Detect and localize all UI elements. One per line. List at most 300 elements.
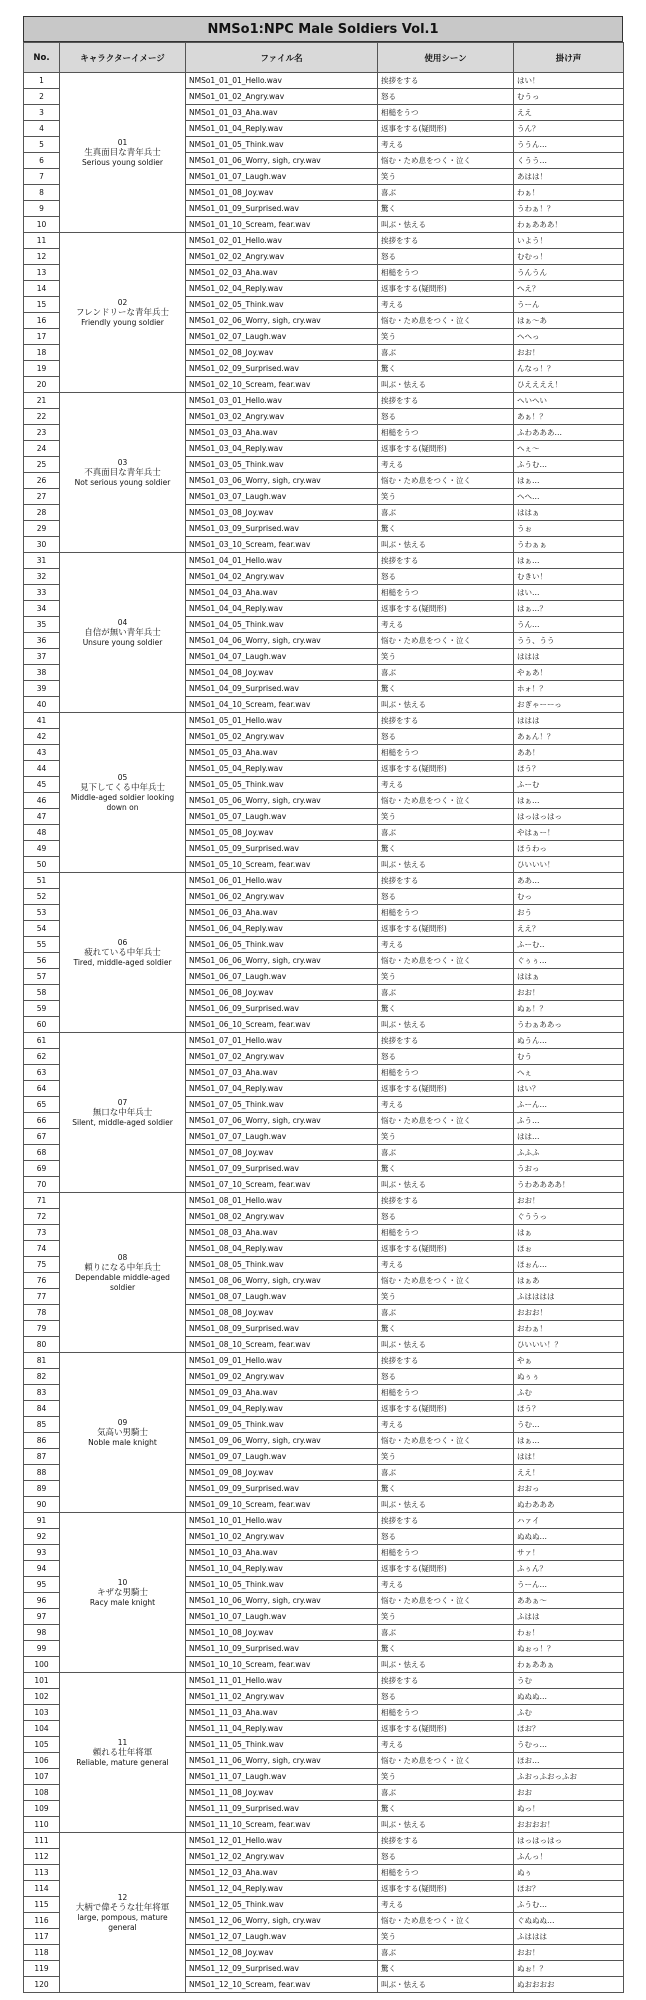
voice-table bbox=[23, 42, 624, 1993]
usage-scene: 悩む・ため息をつく・泣く bbox=[378, 1433, 514, 1449]
voice-line: ふわあああ… bbox=[514, 425, 624, 441]
voice-line: むきい！ bbox=[514, 569, 624, 585]
usage-scene: 怒る bbox=[378, 1849, 514, 1865]
file-name: NMSo1_05_10_Scream, fear.wav bbox=[186, 857, 378, 873]
usage-scene: 悩む・ため息をつく・泣く bbox=[378, 1273, 514, 1289]
usage-scene: 叫ぶ・怯える bbox=[378, 217, 514, 233]
file-name: NMSo1_05_07_Laugh.wav bbox=[186, 809, 378, 825]
usage-scene: 悩む・ため息をつく・泣く bbox=[378, 1113, 514, 1129]
row-number: 107 bbox=[24, 1769, 60, 1785]
row-number: 36 bbox=[24, 633, 60, 649]
character-name-ja: フレンドリーな青年兵士 bbox=[76, 307, 169, 318]
row-number: 24 bbox=[24, 441, 60, 457]
voice-line: ぐぅぅ… bbox=[514, 953, 624, 969]
file-name: NMSo1_10_06_Worry, sigh, cry.wav bbox=[186, 1593, 378, 1609]
file-name: NMSo1_08_10_Scream, fear.wav bbox=[186, 1337, 378, 1353]
character-id: 07 bbox=[117, 1097, 128, 1107]
character-cell bbox=[60, 1033, 186, 1193]
voice-line: あぁ！？ bbox=[514, 409, 624, 425]
voice-line: おう bbox=[514, 905, 624, 921]
file-name: NMSo1_02_08_Joy.wav bbox=[186, 345, 378, 361]
voice-line: ホォ！？ bbox=[514, 681, 624, 697]
usage-scene: 叫ぶ・怯える bbox=[378, 1657, 514, 1673]
usage-scene: 挨拶をする bbox=[378, 713, 514, 729]
file-name: NMSo1_07_09_Surprised.wav bbox=[186, 1161, 378, 1177]
row-number: 61 bbox=[24, 1033, 60, 1049]
usage-scene: 悩む・ため息をつく・泣く bbox=[378, 793, 514, 809]
row-number: 4 bbox=[24, 121, 60, 137]
usage-scene: 悩む・ため息をつく・泣く bbox=[378, 1753, 514, 1769]
voice-line: はぁ… bbox=[514, 553, 624, 569]
voice-line: ふむ bbox=[514, 1705, 624, 1721]
voice-line: わぁああぁ bbox=[514, 1657, 624, 1673]
file-name: NMSo1_11_02_Angry.wav bbox=[186, 1689, 378, 1705]
usage-scene: 驚く bbox=[378, 521, 514, 537]
table-row bbox=[24, 1353, 624, 1369]
voice-line: ははは bbox=[514, 713, 624, 729]
voice-line: おおおお！ bbox=[514, 1817, 624, 1833]
voice-line: おぎゃーーっ bbox=[514, 697, 624, 713]
row-number: 37 bbox=[24, 649, 60, 665]
usage-scene: 笑う bbox=[378, 969, 514, 985]
row-number: 54 bbox=[24, 921, 60, 937]
file-name: NMSo1_06_05_Think.wav bbox=[186, 937, 378, 953]
row-number: 99 bbox=[24, 1641, 60, 1657]
usage-scene: 喜ぶ bbox=[378, 825, 514, 841]
table-body bbox=[24, 73, 624, 1993]
row-number: 56 bbox=[24, 953, 60, 969]
file-name: NMSo1_04_03_Aha.wav bbox=[186, 585, 378, 601]
voice-line: おお！ bbox=[514, 1193, 624, 1209]
character-name-ja: 大柄で偉そうな壮年将軍 bbox=[75, 1902, 170, 1913]
character-id: 01 bbox=[117, 137, 128, 147]
file-name: NMSo1_09_02_Angry.wav bbox=[186, 1369, 378, 1385]
row-number: 108 bbox=[24, 1785, 60, 1801]
character-id: 04 bbox=[117, 617, 128, 627]
row-number: 42 bbox=[24, 729, 60, 745]
voice-line: ひええええ！ bbox=[514, 377, 624, 393]
table-row bbox=[24, 553, 624, 569]
usage-scene: 驚く bbox=[378, 1961, 514, 1977]
file-name: NMSo1_03_03_Aha.wav bbox=[186, 425, 378, 441]
row-number: 105 bbox=[24, 1737, 60, 1753]
row-number: 9 bbox=[24, 201, 60, 217]
file-name: NMSo1_05_08_Joy.wav bbox=[186, 825, 378, 841]
voice-line: ハァイ bbox=[514, 1513, 624, 1529]
row-number: 2 bbox=[24, 89, 60, 105]
row-number: 38 bbox=[24, 665, 60, 681]
usage-scene: 怒る bbox=[378, 569, 514, 585]
character-name-ja: 生真面目な青年兵士 bbox=[84, 147, 161, 158]
row-number: 111 bbox=[24, 1833, 60, 1849]
usage-scene: 喜ぶ bbox=[378, 1305, 514, 1321]
usage-scene: 相槌をうつ bbox=[378, 105, 514, 121]
file-name: NMSo1_10_09_Surprised.wav bbox=[186, 1641, 378, 1657]
usage-scene: 返事をする(疑問形) bbox=[378, 121, 514, 137]
voice-line: ぬっ！ bbox=[514, 1801, 624, 1817]
file-name: NMSo1_04_02_Angry.wav bbox=[186, 569, 378, 585]
file-name: NMSo1_11_05_Think.wav bbox=[186, 1737, 378, 1753]
character-name-ja: 頼れる壮年将軍 bbox=[92, 1747, 153, 1758]
file-name: NMSo1_10_02_Angry.wav bbox=[186, 1529, 378, 1545]
row-number: 8 bbox=[24, 185, 60, 201]
usage-scene: 笑う bbox=[378, 1449, 514, 1465]
character-cell bbox=[60, 553, 186, 713]
character-name-ja: 不真面目な青年兵士 bbox=[84, 467, 161, 478]
voice-line: ええ bbox=[514, 105, 624, 121]
file-name: NMSo1_12_06_Worry, sigh, cry.wav bbox=[186, 1913, 378, 1929]
character-name-en: Reliable, mature general bbox=[76, 1757, 169, 1767]
file-name: NMSo1_06_07_Laugh.wav bbox=[186, 969, 378, 985]
character-cell bbox=[60, 1833, 186, 1993]
file-name: NMSo1_12_08_Joy.wav bbox=[186, 1945, 378, 1961]
voice-line: へへ… bbox=[514, 489, 624, 505]
row-number: 68 bbox=[24, 1145, 60, 1161]
voice-list-sheet bbox=[23, 16, 623, 1993]
row-number: 110 bbox=[24, 1817, 60, 1833]
usage-scene: 驚く bbox=[378, 201, 514, 217]
usage-scene: 驚く bbox=[378, 1161, 514, 1177]
usage-scene: 怒る bbox=[378, 1049, 514, 1065]
usage-scene: 相槌をうつ bbox=[378, 905, 514, 921]
row-number: 17 bbox=[24, 329, 60, 345]
file-name: NMSo1_04_06_Worry, sigh, cry.wav bbox=[186, 633, 378, 649]
usage-scene: 返事をする(疑問形) bbox=[378, 761, 514, 777]
character-name-ja: 見下してくる中年兵士 bbox=[79, 782, 165, 793]
usage-scene: 笑う bbox=[378, 1609, 514, 1625]
row-number: 74 bbox=[24, 1241, 60, 1257]
file-name: NMSo1_02_09_Surprised.wav bbox=[186, 361, 378, 377]
usage-scene: 喜ぶ bbox=[378, 1145, 514, 1161]
row-number: 86 bbox=[24, 1433, 60, 1449]
file-name: NMSo1_02_03_Aha.wav bbox=[186, 265, 378, 281]
file-name: NMSo1_08_05_Think.wav bbox=[186, 1257, 378, 1273]
voice-line: ほお… bbox=[514, 1753, 624, 1769]
file-name: NMSo1_08_03_Aha.wav bbox=[186, 1225, 378, 1241]
usage-scene: 返事をする(疑問形) bbox=[378, 1081, 514, 1097]
file-name: NMSo1_09_06_Worry, sigh, cry.wav bbox=[186, 1433, 378, 1449]
table-row bbox=[24, 713, 624, 729]
usage-scene: 驚く bbox=[378, 1481, 514, 1497]
row-number: 59 bbox=[24, 1001, 60, 1017]
character-id: 12 bbox=[117, 1892, 128, 1902]
file-name: NMSo1_03_07_Laugh.wav bbox=[186, 489, 378, 505]
row-number: 41 bbox=[24, 713, 60, 729]
row-number: 65 bbox=[24, 1097, 60, 1113]
file-name: NMSo1_06_02_Angry.wav bbox=[186, 889, 378, 905]
voice-line: ぬうん… bbox=[514, 1033, 624, 1049]
voice-line: おおお！ bbox=[514, 1305, 624, 1321]
voice-line: ほお？ bbox=[514, 1721, 624, 1737]
voice-line: ふうむ… bbox=[514, 1897, 624, 1913]
voice-line: ぬぁ！？ bbox=[514, 1001, 624, 1017]
usage-scene: 考える bbox=[378, 1737, 514, 1753]
voice-line: うむ bbox=[514, 1673, 624, 1689]
voice-line: はぁ… bbox=[514, 793, 624, 809]
usage-scene: 叫ぶ・怯える bbox=[378, 1177, 514, 1193]
voice-line: はぁ…？ bbox=[514, 601, 624, 617]
row-number: 19 bbox=[24, 361, 60, 377]
usage-scene: 考える bbox=[378, 1257, 514, 1273]
voice-line: ふむ bbox=[514, 1385, 624, 1401]
row-number: 58 bbox=[24, 985, 60, 1001]
voice-line: おお bbox=[514, 1785, 624, 1801]
usage-scene: 挨拶をする bbox=[378, 1353, 514, 1369]
file-name: NMSo1_06_06_Worry, sigh, cry.wav bbox=[186, 953, 378, 969]
character-cell bbox=[60, 393, 186, 553]
file-name: NMSo1_03_02_Angry.wav bbox=[186, 409, 378, 425]
row-number: 51 bbox=[24, 873, 60, 889]
voice-line: ふははは bbox=[514, 1929, 624, 1945]
usage-scene: 怒る bbox=[378, 1529, 514, 1545]
file-name: NMSo1_06_01_Hello.wav bbox=[186, 873, 378, 889]
usage-scene: 笑う bbox=[378, 1769, 514, 1785]
row-number: 101 bbox=[24, 1673, 60, 1689]
row-number: 93 bbox=[24, 1545, 60, 1561]
row-number: 118 bbox=[24, 1945, 60, 1961]
voice-line: ほう？ bbox=[514, 1401, 624, 1417]
row-number: 29 bbox=[24, 521, 60, 537]
character-cell bbox=[60, 233, 186, 393]
row-number: 113 bbox=[24, 1865, 60, 1881]
usage-scene: 笑う bbox=[378, 1929, 514, 1945]
row-number: 31 bbox=[24, 553, 60, 569]
file-name: NMSo1_07_02_Angry.wav bbox=[186, 1049, 378, 1065]
voice-line: ぬぬぬ… bbox=[514, 1689, 624, 1705]
row-number: 73 bbox=[24, 1225, 60, 1241]
usage-scene: 怒る bbox=[378, 729, 514, 745]
usage-scene: 悩む・ため息をつく・泣く bbox=[378, 1913, 514, 1929]
usage-scene: 怒る bbox=[378, 1689, 514, 1705]
voice-line: はい… bbox=[514, 585, 624, 601]
row-number: 3 bbox=[24, 105, 60, 121]
file-name: NMSo1_12_05_Think.wav bbox=[186, 1897, 378, 1913]
file-name: NMSo1_06_10_Scream, fear.wav bbox=[186, 1017, 378, 1033]
row-number: 57 bbox=[24, 969, 60, 985]
voice-line: はぁ〜あ bbox=[514, 313, 624, 329]
voice-line: サァ！ bbox=[514, 1545, 624, 1561]
voice-line: ふう… bbox=[514, 1113, 624, 1129]
header-no: No. bbox=[24, 43, 60, 73]
file-name: NMSo1_10_01_Hello.wav bbox=[186, 1513, 378, 1529]
usage-scene: 挨拶をする bbox=[378, 1513, 514, 1529]
file-name: NMSo1_07_03_Aha.wav bbox=[186, 1065, 378, 1081]
usage-scene: 相槌をうつ bbox=[378, 1385, 514, 1401]
voice-line: ああ… bbox=[514, 873, 624, 889]
row-number: 13 bbox=[24, 265, 60, 281]
row-number: 66 bbox=[24, 1113, 60, 1129]
voice-line: へぇ bbox=[514, 1065, 624, 1081]
row-number: 63 bbox=[24, 1065, 60, 1081]
file-name: NMSo1_08_06_Worry, sigh, cry.wav bbox=[186, 1273, 378, 1289]
file-name: NMSo1_07_10_Scream, fear.wav bbox=[186, 1177, 378, 1193]
voice-line: はっはっはっ bbox=[514, 809, 624, 825]
row-number: 39 bbox=[24, 681, 60, 697]
voice-line: うおっ bbox=[514, 1161, 624, 1177]
file-name: NMSo1_01_04_Reply.wav bbox=[186, 121, 378, 137]
file-name: NMSo1_03_05_Think.wav bbox=[186, 457, 378, 473]
character-id: 10 bbox=[117, 1577, 128, 1587]
row-number: 14 bbox=[24, 281, 60, 297]
usage-scene: 悩む・ため息をつく・泣く bbox=[378, 633, 514, 649]
usage-scene: 挨拶をする bbox=[378, 1033, 514, 1049]
voice-line: ほぉん… bbox=[514, 1257, 624, 1273]
voice-line: ひいいい！ bbox=[514, 857, 624, 873]
file-name: NMSo1_01_06_Worry, sigh, cry.wav bbox=[186, 153, 378, 169]
usage-scene: 返事をする(疑問形) bbox=[378, 921, 514, 937]
character-name-ja: 疲れている中年兵士 bbox=[84, 947, 161, 958]
file-name: NMSo1_08_08_Joy.wav bbox=[186, 1305, 378, 1321]
file-name: NMSo1_06_09_Surprised.wav bbox=[186, 1001, 378, 1017]
table-row bbox=[24, 1833, 624, 1849]
voice-line: はい？ bbox=[514, 1081, 624, 1097]
row-number: 46 bbox=[24, 793, 60, 809]
voice-line: ふーむ bbox=[514, 777, 624, 793]
usage-scene: 相槌をうつ bbox=[378, 585, 514, 601]
file-name: NMSo1_02_07_Laugh.wav bbox=[186, 329, 378, 345]
row-number: 64 bbox=[24, 1081, 60, 1097]
voice-line: わぁあああ！ bbox=[514, 217, 624, 233]
voice-line: おわぁ！ bbox=[514, 1321, 624, 1337]
file-name: NMSo1_11_09_Surprised.wav bbox=[186, 1801, 378, 1817]
row-number: 116 bbox=[24, 1913, 60, 1929]
voice-line: ぬぉっ！？ bbox=[514, 1641, 624, 1657]
row-number: 60 bbox=[24, 1017, 60, 1033]
voice-line: ううん… bbox=[514, 137, 624, 153]
voice-line: いよう！ bbox=[514, 233, 624, 249]
header-row bbox=[24, 43, 624, 73]
table-row bbox=[24, 873, 624, 889]
usage-scene: 喜ぶ bbox=[378, 1785, 514, 1801]
file-name: NMSo1_10_05_Think.wav bbox=[186, 1577, 378, 1593]
voice-line: はい！ bbox=[514, 73, 624, 89]
usage-scene: 喜ぶ bbox=[378, 1465, 514, 1481]
usage-scene: 挨拶をする bbox=[378, 393, 514, 409]
voice-line: むう bbox=[514, 1049, 624, 1065]
usage-scene: 相槌をうつ bbox=[378, 1705, 514, 1721]
voice-line: はっはっはっ bbox=[514, 1833, 624, 1849]
file-name: NMSo1_12_10_Scream, fear.wav bbox=[186, 1977, 378, 1993]
file-name: NMSo1_09_05_Think.wav bbox=[186, 1417, 378, 1433]
row-number: 106 bbox=[24, 1753, 60, 1769]
usage-scene: 喜ぶ bbox=[378, 1945, 514, 1961]
file-name: NMSo1_09_08_Joy.wav bbox=[186, 1465, 378, 1481]
usage-scene: 驚く bbox=[378, 681, 514, 697]
file-name: NMSo1_01_09_Surprised.wav bbox=[186, 201, 378, 217]
file-name: NMSo1_04_10_Scream, fear.wav bbox=[186, 697, 378, 713]
character-cell bbox=[60, 713, 186, 873]
header-scene: 使用シーン bbox=[378, 43, 514, 73]
voice-line: ふはははは bbox=[514, 1289, 624, 1305]
row-number: 103 bbox=[24, 1705, 60, 1721]
file-name: NMSo1_07_05_Think.wav bbox=[186, 1097, 378, 1113]
voice-line: へへっ bbox=[514, 329, 624, 345]
usage-scene: 返事をする(疑問形) bbox=[378, 1721, 514, 1737]
voice-line: はぁ… bbox=[514, 473, 624, 489]
file-name: NMSo1_06_04_Reply.wav bbox=[186, 921, 378, 937]
row-number: 91 bbox=[24, 1513, 60, 1529]
file-name: NMSo1_12_01_Hello.wav bbox=[186, 1833, 378, 1849]
file-name: NMSo1_05_04_Reply.wav bbox=[186, 761, 378, 777]
voice-line: うわああああ！ bbox=[514, 1177, 624, 1193]
file-name: NMSo1_10_03_Aha.wav bbox=[186, 1545, 378, 1561]
voice-line: ぐううっ bbox=[514, 1209, 624, 1225]
row-number: 11 bbox=[24, 233, 60, 249]
voice-line: あぁん！？ bbox=[514, 729, 624, 745]
voice-line: ふーん… bbox=[514, 1097, 624, 1113]
file-name: NMSo1_08_02_Angry.wav bbox=[186, 1209, 378, 1225]
row-number: 77 bbox=[24, 1289, 60, 1305]
usage-scene: 返事をする(疑問形) bbox=[378, 1241, 514, 1257]
table-row bbox=[24, 73, 624, 89]
usage-scene: 返事をする(疑問形) bbox=[378, 441, 514, 457]
usage-scene: 相槌をうつ bbox=[378, 1065, 514, 1081]
voice-line: ふーむ‥ bbox=[514, 937, 624, 953]
file-name: NMSo1_12_04_Reply.wav bbox=[186, 1881, 378, 1897]
row-number: 71 bbox=[24, 1193, 60, 1209]
character-name-en: Friendly young soldier bbox=[81, 317, 164, 327]
file-name: NMSo1_10_07_Laugh.wav bbox=[186, 1609, 378, 1625]
file-name: NMSo1_01_01_Hello.wav bbox=[186, 73, 378, 89]
usage-scene: 考える bbox=[378, 457, 514, 473]
row-number: 62 bbox=[24, 1049, 60, 1065]
file-name: NMSo1_09_03_Aha.wav bbox=[186, 1385, 378, 1401]
row-number: 75 bbox=[24, 1257, 60, 1273]
voice-line: うん？ bbox=[514, 121, 624, 137]
row-number: 78 bbox=[24, 1305, 60, 1321]
file-name: NMSo1_03_09_Surprised.wav bbox=[186, 521, 378, 537]
file-name: NMSo1_02_02_Angry.wav bbox=[186, 249, 378, 265]
usage-scene: 笑う bbox=[378, 649, 514, 665]
usage-scene: 考える bbox=[378, 1417, 514, 1433]
file-name: NMSo1_05_05_Think.wav bbox=[186, 777, 378, 793]
usage-scene: 相槌をうつ bbox=[378, 425, 514, 441]
character-name-en: Not serious young soldier bbox=[74, 477, 171, 487]
character-cell bbox=[60, 1193, 186, 1353]
voice-line: ぬわあああ bbox=[514, 1497, 624, 1513]
voice-line: わぉ！ bbox=[514, 1625, 624, 1641]
row-number: 30 bbox=[24, 537, 60, 553]
row-number: 20 bbox=[24, 377, 60, 393]
usage-scene: 考える bbox=[378, 617, 514, 633]
voice-line: むうっ bbox=[514, 89, 624, 105]
usage-scene: 相槌をうつ bbox=[378, 265, 514, 281]
character-id: 05 bbox=[117, 772, 128, 782]
file-name: NMSo1_08_01_Hello.wav bbox=[186, 1193, 378, 1209]
row-number: 50 bbox=[24, 857, 60, 873]
voice-line: ぬぉ！？ bbox=[514, 1961, 624, 1977]
row-number: 82 bbox=[24, 1369, 60, 1385]
row-number: 45 bbox=[24, 777, 60, 793]
row-number: 84 bbox=[24, 1401, 60, 1417]
file-name: NMSo1_04_07_Laugh.wav bbox=[186, 649, 378, 665]
row-number: 40 bbox=[24, 697, 60, 713]
file-name: NMSo1_12_03_Aha.wav bbox=[186, 1865, 378, 1881]
usage-scene: 喜ぶ bbox=[378, 665, 514, 681]
row-number: 10 bbox=[24, 217, 60, 233]
row-number: 94 bbox=[24, 1561, 60, 1577]
character-name-ja: 自信が無い青年兵士 bbox=[84, 627, 161, 638]
usage-scene: 叫ぶ・怯える bbox=[378, 697, 514, 713]
row-number: 44 bbox=[24, 761, 60, 777]
usage-scene: 悩む・ため息をつく・泣く bbox=[378, 953, 514, 969]
row-number: 112 bbox=[24, 1849, 60, 1865]
usage-scene: 怒る bbox=[378, 89, 514, 105]
voice-line: おおっ bbox=[514, 1481, 624, 1497]
usage-scene: 挨拶をする bbox=[378, 873, 514, 889]
row-number: 88 bbox=[24, 1465, 60, 1481]
file-name: NMSo1_09_04_Reply.wav bbox=[186, 1401, 378, 1417]
